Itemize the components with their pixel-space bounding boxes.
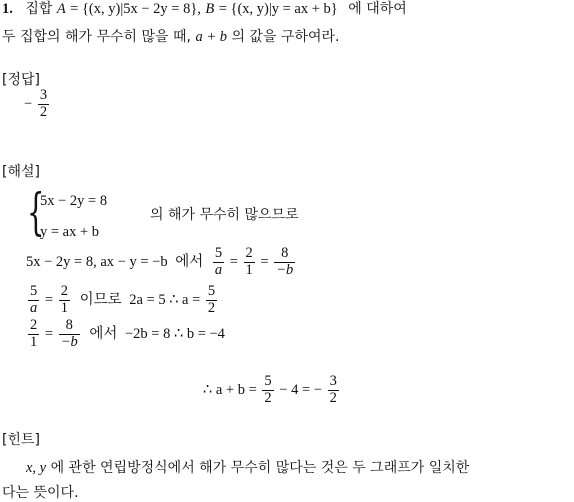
answer-value (24, 88, 51, 121)
answer-sign: − (24, 96, 33, 113)
line1-fraction-2 (244, 246, 255, 279)
line2-f1-num: 5 (30, 283, 38, 299)
problem-suffix: 에 대하여 (348, 1, 407, 17)
line3-expr: −2b = 8 ∴ b = −4 (125, 326, 225, 343)
set-a-label: A (56, 1, 66, 17)
line3-f2-den: −b (60, 333, 78, 350)
final-prefix: ∴ a + b = (203, 382, 257, 399)
answer-numerator: 3 (39, 87, 48, 103)
line1-f3-num: 8 (281, 245, 289, 261)
set-b-label: B (205, 1, 215, 17)
hint-line1-text: 에 관한 연립방정식에서 해가 무수히 많다는 것은 두 그래프가 일치한 (50, 460, 470, 476)
system-equation-1: 5x − 2y = 8 (40, 193, 108, 209)
solution-line-1 (26, 246, 297, 279)
line1-f1-den: a (214, 261, 223, 278)
line2-expr: 2a = 5 ∴ a = (129, 292, 201, 309)
solution-line1-word: 에서 (175, 254, 204, 271)
problem-number: 1. (2, 1, 13, 17)
problem-line2-suffix: 의 값을 구하여라. (231, 29, 340, 45)
line1-fraction-1 (213, 246, 224, 279)
problem-line-2 (2, 30, 339, 45)
problem-line-1 (2, 2, 407, 17)
solution-line1-expr: 5x − 2y = 8, ax − y = −b (26, 254, 168, 271)
line2-f3-num: 5 (207, 283, 216, 299)
problem-prefix: 집합 (25, 1, 53, 17)
hint-header: [힌트] (2, 432, 40, 448)
system-equation-2: y = ax + b (40, 224, 100, 240)
line1-f3-den: −b (276, 261, 294, 278)
line1-f2-num: 2 (245, 245, 253, 261)
set-a-definition: = {(x, y)|5x − 2y = 8}, (70, 1, 201, 17)
answer-header: [정답] (2, 72, 40, 88)
system-text: 의 해가 무수히 많으므로 (150, 207, 299, 223)
problem-line2-text: 두 집합의 해가 무수히 많을 때, (2, 29, 191, 45)
set-b-definition: = {(x, y)|y = ax + b} (218, 1, 338, 17)
line2-eq: = (44, 292, 54, 309)
line3-fraction-1 (28, 318, 39, 351)
line2-f2-den: 1 (60, 299, 68, 316)
line1-fraction-3 (274, 246, 295, 279)
line3-eq: = (44, 326, 54, 343)
solution-line-3 (26, 318, 225, 351)
line1-f1-num: 5 (214, 245, 223, 261)
final-fraction-1 (262, 374, 273, 407)
final-mid: − 4 = − (279, 382, 322, 399)
line3-word: 에서 (89, 326, 118, 343)
final-f2-den: 2 (329, 389, 337, 406)
solution-final (203, 374, 341, 407)
line1-eq-2: = (260, 254, 269, 271)
line3-fraction-2 (59, 318, 80, 351)
hint-line-2: 다는 뜻이다. (2, 485, 79, 501)
hint-line-1 (26, 461, 469, 476)
final-f1-num: 5 (264, 373, 272, 389)
answer-denominator: 2 (39, 103, 48, 120)
solution-line-2 (26, 284, 219, 317)
line2-word: 이므로 (79, 292, 122, 309)
line2-fraction-1 (28, 284, 39, 317)
final-fraction-2 (328, 374, 339, 407)
system-brace: { (27, 183, 45, 241)
hint-line1-expr: x, y (26, 460, 47, 476)
line3-f2-num: 8 (65, 317, 73, 333)
line2-f2-num: 2 (60, 283, 68, 299)
line2-fraction-3 (206, 284, 217, 317)
line2-f1-den: a (30, 299, 38, 316)
final-f1-den: 2 (264, 389, 272, 406)
line3-f1-num: 2 (30, 317, 38, 333)
solution-header: [해설] (2, 164, 40, 180)
line1-eq-1: = (229, 254, 238, 271)
problem-line2-expr: a + b (195, 29, 227, 45)
line2-f3-den: 2 (207, 299, 216, 316)
line1-f2-den: 1 (245, 261, 253, 278)
line2-fraction-2 (59, 284, 70, 317)
line3-f1-den: 1 (30, 333, 38, 350)
final-f2-num: 3 (329, 373, 337, 389)
answer-fraction (38, 88, 49, 121)
